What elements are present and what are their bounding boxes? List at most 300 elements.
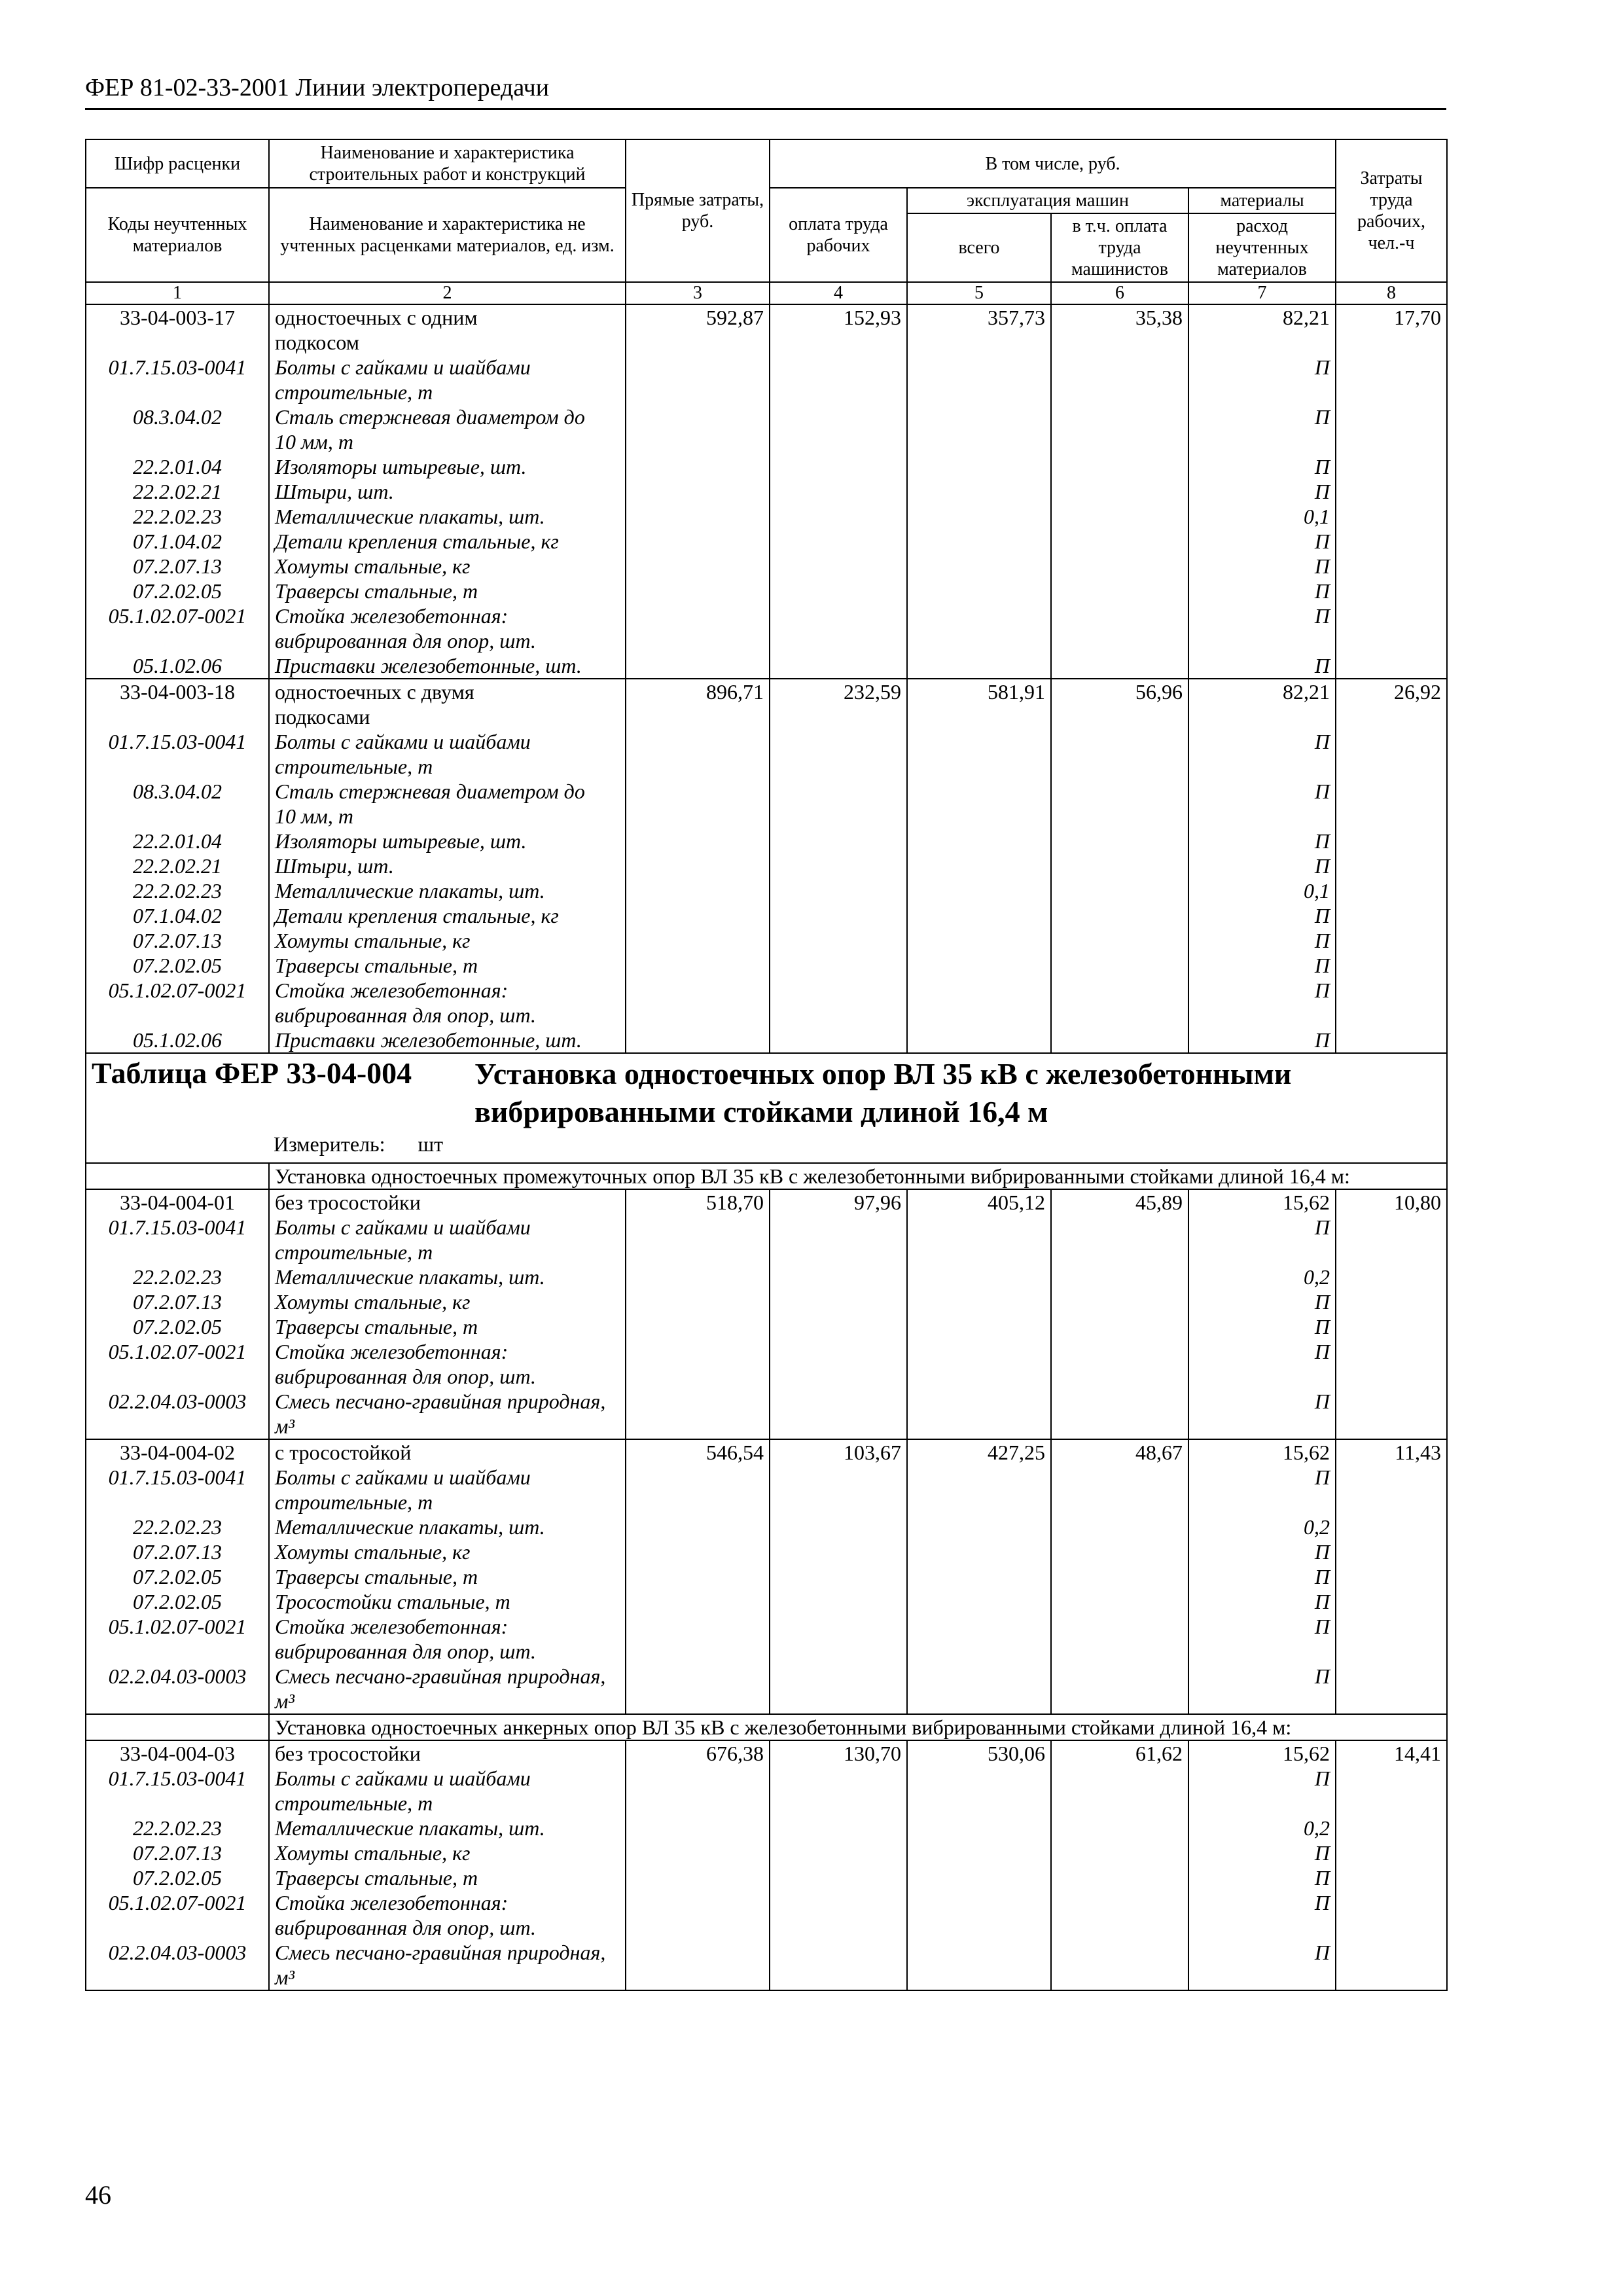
empty-cell — [770, 380, 907, 404]
empty-cell — [770, 579, 907, 603]
empty-cell — [907, 404, 1051, 429]
header-labor-cost: Затраты труда рабочих, чел.-ч — [1336, 139, 1447, 282]
empty-cell — [770, 1515, 907, 1539]
empty-cell — [1188, 704, 1336, 729]
material-name-continuation — [86, 380, 1447, 404]
empty-cell — [86, 1163, 269, 1189]
empty-cell — [1051, 1865, 1188, 1890]
material-row — [86, 878, 1447, 903]
material-row — [86, 454, 1447, 479]
column-number: 6 — [1051, 282, 1188, 304]
material-name: Болты с гайками и шайбами — [269, 355, 626, 380]
material-name-cont: строительные, т — [269, 1490, 626, 1515]
material-name: Смесь песчано-гравийная природная, — [269, 1389, 626, 1414]
material-row — [86, 1664, 1447, 1689]
material-name: Металлические плакаты, шт. — [269, 878, 626, 903]
empty-cell — [86, 1791, 269, 1816]
empty-cell — [770, 404, 907, 429]
empty-cell — [626, 1003, 770, 1028]
empty-cell — [907, 1339, 1051, 1364]
header-material-codes: Коды неучтенных материалов — [86, 188, 269, 282]
empty-cell — [1336, 1965, 1447, 1990]
empty-cell — [626, 504, 770, 529]
empty-cell — [86, 754, 269, 779]
rate-name: одностоечных с одним — [269, 304, 626, 330]
material-usage: П — [1188, 978, 1336, 1003]
empty-cell — [626, 454, 770, 479]
empty-cell — [1051, 1465, 1188, 1490]
material-name-cont: строительные, т — [269, 1791, 626, 1816]
empty-cell — [1051, 804, 1188, 829]
machines-wage: 56,96 — [1051, 679, 1188, 704]
material-name: Хомуты стальные, кг — [269, 928, 626, 953]
empty-cell — [770, 903, 907, 928]
empty-cell — [1051, 1414, 1188, 1439]
empty-cell — [1336, 1664, 1447, 1689]
direct-cost: 676,38 — [626, 1740, 770, 1766]
rate-code: 33-04-004-01 — [86, 1189, 269, 1215]
material-usage: П — [1188, 404, 1336, 429]
empty-cell — [907, 1840, 1051, 1865]
material-name: Стойка железобетонная: — [269, 603, 626, 628]
empty-cell — [1336, 1339, 1447, 1364]
material-code: 05.1.02.07-0021 — [86, 1339, 269, 1364]
material-name-cont: строительные, т — [269, 1240, 626, 1265]
material-name-cont: вибрированная для опор, шт. — [269, 1003, 626, 1028]
empty-cell — [770, 554, 907, 579]
material-name: Штыри, шт. — [269, 479, 626, 504]
material-code: 02.2.04.03-0003 — [86, 1389, 269, 1414]
material-name: Металлические плакаты, шт. — [269, 1816, 626, 1840]
material-name: Траверсы стальные, т — [269, 579, 626, 603]
empty-cell — [86, 628, 269, 653]
material-name: Смесь песчано-гравийная природная, — [269, 1940, 626, 1965]
empty-cell — [626, 853, 770, 878]
material-code: 05.1.02.07-0021 — [86, 1614, 269, 1639]
material-row — [86, 1265, 1447, 1289]
empty-cell — [907, 1664, 1051, 1689]
empty-cell — [1336, 1414, 1447, 1439]
empty-cell — [1336, 1689, 1447, 1714]
empty-cell — [907, 1766, 1051, 1791]
rate-row — [86, 1740, 1447, 1766]
material-name: Болты с гайками и шайбами — [269, 1465, 626, 1490]
empty-cell — [626, 1639, 770, 1664]
table-title-row — [86, 1053, 1447, 1163]
empty-cell — [1051, 479, 1188, 504]
material-code: 22.2.02.23 — [86, 1816, 269, 1840]
empty-cell — [770, 953, 907, 978]
empty-cell — [1336, 380, 1447, 404]
empty-cell — [907, 1589, 1051, 1614]
empty-cell — [1336, 829, 1447, 853]
material-row — [86, 1314, 1447, 1339]
empty-cell — [1051, 1314, 1188, 1339]
empty-cell — [626, 1314, 770, 1339]
empty-cell — [770, 978, 907, 1003]
material-name: Стойка железобетонная: — [269, 1890, 626, 1915]
empty-cell — [1188, 754, 1336, 779]
empty-cell — [1336, 1940, 1447, 1965]
empty-cell — [770, 330, 907, 355]
empty-cell — [1188, 330, 1336, 355]
labor-wage: 103,67 — [770, 1439, 907, 1465]
material-row — [86, 1339, 1447, 1364]
empty-cell — [907, 729, 1051, 754]
empty-cell — [1188, 804, 1336, 829]
empty-cell — [626, 754, 770, 779]
empty-cell — [1336, 1265, 1447, 1289]
material-row — [86, 579, 1447, 603]
material-usage: П — [1188, 1614, 1336, 1639]
labor-cost: 11,43 — [1336, 1439, 1447, 1465]
empty-cell — [770, 1028, 907, 1053]
material-row — [86, 603, 1447, 628]
material-row — [86, 1840, 1447, 1865]
empty-cell — [626, 804, 770, 829]
empty-cell — [1051, 1028, 1188, 1053]
material-row — [86, 1515, 1447, 1539]
empty-cell — [1336, 479, 1447, 504]
material-name-continuation — [86, 1414, 1447, 1439]
material-usage: П — [1188, 903, 1336, 928]
labor-cost: 26,92 — [1336, 679, 1447, 704]
empty-cell — [907, 479, 1051, 504]
empty-cell — [1188, 1414, 1336, 1439]
empty-cell — [1051, 628, 1188, 653]
empty-cell — [907, 1414, 1051, 1439]
empty-cell — [1051, 404, 1188, 429]
empty-cell — [1336, 903, 1447, 928]
material-name: Траверсы стальные, т — [269, 1564, 626, 1589]
empty-cell — [1051, 754, 1188, 779]
material-name-cont: вибрированная для опор, шт. — [269, 1639, 626, 1664]
material-usage: П — [1188, 529, 1336, 554]
empty-cell — [1051, 504, 1188, 529]
material-usage: П — [1188, 1028, 1336, 1053]
empty-cell — [1336, 1840, 1447, 1865]
empty-cell — [626, 729, 770, 754]
empty-cell — [1188, 1965, 1336, 1990]
rate-row — [86, 304, 1447, 330]
empty-cell — [1051, 1791, 1188, 1816]
material-usage: 0,1 — [1188, 504, 1336, 529]
material-name: Траверсы стальные, т — [269, 1314, 626, 1339]
empty-cell — [86, 804, 269, 829]
empty-cell — [1336, 628, 1447, 653]
empty-cell — [770, 853, 907, 878]
material-row — [86, 1816, 1447, 1840]
table-label: Таблица ФЕР 33-04-004 — [92, 1056, 412, 1090]
empty-cell — [770, 1564, 907, 1589]
material-code: 22.2.01.04 — [86, 829, 269, 853]
material-row — [86, 1940, 1447, 1965]
empty-cell — [770, 1915, 907, 1940]
empty-cell — [1188, 1639, 1336, 1664]
header-rule — [85, 108, 1446, 110]
empty-cell — [626, 1539, 770, 1564]
empty-cell — [770, 1639, 907, 1664]
empty-cell — [770, 1490, 907, 1515]
empty-cell — [1336, 853, 1447, 878]
material-row — [86, 504, 1447, 529]
material-code: 05.1.02.06 — [86, 653, 269, 679]
price-table — [85, 139, 1448, 1991]
material-code: 07.1.04.02 — [86, 529, 269, 554]
empty-cell — [1051, 1364, 1188, 1389]
labor-wage: 232,59 — [770, 679, 907, 704]
empty-cell — [770, 1689, 907, 1714]
material-name-cont: 10 мм, т — [269, 429, 626, 454]
empty-cell — [907, 355, 1051, 380]
material-code: 02.2.04.03-0003 — [86, 1664, 269, 1689]
material-usage: П — [1188, 579, 1336, 603]
material-code: 01.7.15.03-0041 — [86, 729, 269, 754]
empty-cell — [907, 1364, 1051, 1389]
material-name-cont: м³ — [269, 1689, 626, 1714]
empty-cell — [1336, 1289, 1447, 1314]
material-name-cont: вибрированная для опор, шт. — [269, 1915, 626, 1940]
empty-cell — [1051, 1614, 1188, 1639]
empty-cell — [770, 1890, 907, 1915]
empty-cell — [907, 928, 1051, 953]
empty-cell — [1336, 878, 1447, 903]
empty-cell — [770, 1664, 907, 1689]
empty-cell — [626, 1028, 770, 1053]
column-number: 8 — [1336, 282, 1447, 304]
empty-cell — [1336, 1465, 1447, 1490]
empty-cell — [907, 1865, 1051, 1890]
empty-cell — [1336, 454, 1447, 479]
empty-cell — [626, 1915, 770, 1940]
empty-cell — [86, 429, 269, 454]
empty-cell — [1336, 754, 1447, 779]
empty-cell — [1051, 928, 1188, 953]
empty-cell — [1051, 429, 1188, 454]
header-labor-wage: оплата труда рабочих — [770, 188, 907, 282]
empty-cell — [626, 1865, 770, 1890]
material-row — [86, 653, 1447, 679]
empty-cell — [770, 1589, 907, 1614]
empty-cell — [907, 1265, 1051, 1289]
empty-cell — [907, 829, 1051, 853]
empty-cell — [907, 779, 1051, 804]
material-usage: П — [1188, 603, 1336, 628]
material-name: Хомуты стальные, кг — [269, 1539, 626, 1564]
empty-cell — [770, 1766, 907, 1791]
material-usage: П — [1188, 1289, 1336, 1314]
empty-cell — [770, 1816, 907, 1840]
empty-cell — [770, 1539, 907, 1564]
empty-cell — [907, 953, 1051, 978]
group-title: Установка одностоечных анкерных опор ВЛ 35 кВ с железобетонными вибрированными стойками длиной 16,4 м: — [269, 1714, 1447, 1740]
empty-cell — [907, 1940, 1051, 1965]
empty-cell — [1188, 1915, 1336, 1940]
empty-cell — [86, 1414, 269, 1439]
materials-cost: 15,62 — [1188, 1740, 1336, 1766]
materials-cost: 15,62 — [1188, 1189, 1336, 1215]
header-including: В том числе, руб. — [770, 139, 1336, 188]
empty-cell — [86, 1639, 269, 1664]
empty-cell — [626, 978, 770, 1003]
empty-cell — [626, 704, 770, 729]
material-usage: П — [1188, 1766, 1336, 1791]
empty-cell — [907, 1465, 1051, 1490]
empty-cell — [770, 1865, 907, 1890]
material-name-continuation — [86, 804, 1447, 829]
labor-wage: 97,96 — [770, 1189, 907, 1215]
empty-cell — [86, 1364, 269, 1389]
material-usage: П — [1188, 779, 1336, 804]
empty-cell — [1336, 529, 1447, 554]
machines-total: 530,06 — [907, 1740, 1051, 1766]
empty-cell — [1336, 1539, 1447, 1564]
empty-cell — [907, 878, 1051, 903]
rate-name-cont: подкосом — [269, 330, 626, 355]
group-title-row — [86, 1163, 1447, 1189]
material-row — [86, 779, 1447, 804]
empty-cell — [907, 1490, 1051, 1515]
empty-cell — [770, 1465, 907, 1490]
machines-total: 427,25 — [907, 1439, 1051, 1465]
empty-cell — [770, 878, 907, 903]
empty-cell — [770, 779, 907, 804]
direct-cost: 546,54 — [626, 1439, 770, 1465]
empty-cell — [1336, 603, 1447, 628]
material-name: Металлические плакаты, шт. — [269, 1515, 626, 1539]
material-code: 07.2.02.05 — [86, 579, 269, 603]
material-row — [86, 529, 1447, 554]
empty-cell — [770, 1364, 907, 1389]
header-name: Наименование и характеристика строительных работ и конструкций — [269, 139, 626, 188]
empty-cell — [86, 380, 269, 404]
material-usage: 0,2 — [1188, 1265, 1336, 1289]
material-row — [86, 928, 1447, 953]
material-code: 07.2.07.13 — [86, 554, 269, 579]
material-code: 07.2.07.13 — [86, 1539, 269, 1564]
empty-cell — [626, 1664, 770, 1689]
empty-cell — [770, 504, 907, 529]
empty-cell — [907, 628, 1051, 653]
labor-wage: 130,70 — [770, 1740, 907, 1766]
page-number: 46 — [85, 2180, 111, 2210]
empty-cell — [907, 1289, 1051, 1314]
empty-cell — [770, 754, 907, 779]
empty-cell — [1336, 1389, 1447, 1414]
material-usage: П — [1188, 1940, 1336, 1965]
material-code: 07.2.02.05 — [86, 1865, 269, 1890]
material-row — [86, 903, 1447, 928]
empty-cell — [907, 1890, 1051, 1915]
material-row — [86, 1539, 1447, 1564]
empty-cell — [626, 1289, 770, 1314]
material-code: 07.2.02.05 — [86, 1589, 269, 1614]
empty-cell — [1336, 1639, 1447, 1664]
empty-cell — [1051, 978, 1188, 1003]
material-code: 22.2.01.04 — [86, 454, 269, 479]
empty-cell — [1336, 1364, 1447, 1389]
material-name-continuation — [86, 1965, 1447, 1990]
empty-cell — [1336, 704, 1447, 729]
empty-cell — [770, 454, 907, 479]
empty-cell — [907, 1915, 1051, 1940]
empty-cell — [626, 1689, 770, 1714]
material-row — [86, 1028, 1447, 1053]
empty-cell — [1188, 1490, 1336, 1515]
column-number: 7 — [1188, 282, 1336, 304]
material-row — [86, 1215, 1447, 1240]
group-title-row — [86, 1714, 1447, 1740]
empty-cell — [1051, 1915, 1188, 1940]
empty-cell — [770, 829, 907, 853]
material-code: 01.7.15.03-0041 — [86, 1215, 269, 1240]
material-code: 07.1.04.02 — [86, 903, 269, 928]
empty-cell — [770, 1965, 907, 1990]
material-name: Сталь стержневая диаметром до — [269, 779, 626, 804]
material-usage: 0,1 — [1188, 878, 1336, 903]
empty-cell — [770, 1240, 907, 1265]
empty-cell — [770, 1791, 907, 1816]
empty-cell — [1051, 1289, 1188, 1314]
empty-cell — [770, 355, 907, 380]
empty-cell — [626, 1465, 770, 1490]
material-usage: П — [1188, 1539, 1336, 1564]
material-usage: П — [1188, 479, 1336, 504]
material-row — [86, 1465, 1447, 1490]
empty-cell — [626, 878, 770, 903]
empty-cell — [626, 1515, 770, 1539]
empty-cell — [626, 1890, 770, 1915]
material-row — [86, 953, 1447, 978]
material-name: Стойка железобетонная: — [269, 1614, 626, 1639]
rate-row — [86, 1189, 1447, 1215]
empty-cell — [626, 479, 770, 504]
empty-cell — [1336, 1791, 1447, 1816]
empty-cell — [770, 704, 907, 729]
empty-cell — [1051, 903, 1188, 928]
material-row — [86, 729, 1447, 754]
material-code: 01.7.15.03-0041 — [86, 1766, 269, 1791]
empty-cell — [1051, 1816, 1188, 1840]
material-usage: П — [1188, 729, 1336, 754]
running-header: ФЕР 81-02-33-2001 Линии электропередачи — [85, 74, 550, 101]
empty-cell — [1336, 729, 1447, 754]
empty-cell — [907, 504, 1051, 529]
empty-cell — [907, 1028, 1051, 1053]
material-usage: П — [1188, 1389, 1336, 1414]
empty-cell — [907, 579, 1051, 603]
empty-cell — [1051, 653, 1188, 679]
empty-cell — [1051, 1003, 1188, 1028]
measure-line — [89, 1131, 1441, 1157]
empty-cell — [1188, 1689, 1336, 1714]
header-code: Шифр расценки — [86, 139, 269, 188]
material-name-continuation — [86, 1689, 1447, 1714]
empty-cell — [626, 355, 770, 380]
material-name: Стойка железобетонная: — [269, 1339, 626, 1364]
material-usage: П — [1188, 1865, 1336, 1890]
labor-cost: 10,80 — [1336, 1189, 1447, 1215]
empty-cell — [626, 953, 770, 978]
material-code: 01.7.15.03-0041 — [86, 355, 269, 380]
material-name: Металлические плакаты, шт. — [269, 504, 626, 529]
empty-cell — [1336, 1915, 1447, 1940]
material-name-continuation — [86, 1364, 1447, 1389]
empty-cell — [907, 603, 1051, 628]
empty-cell — [1051, 554, 1188, 579]
material-name: Болты с гайками и шайбами — [269, 1215, 626, 1240]
rate-name-cont: подкосами — [269, 704, 626, 729]
